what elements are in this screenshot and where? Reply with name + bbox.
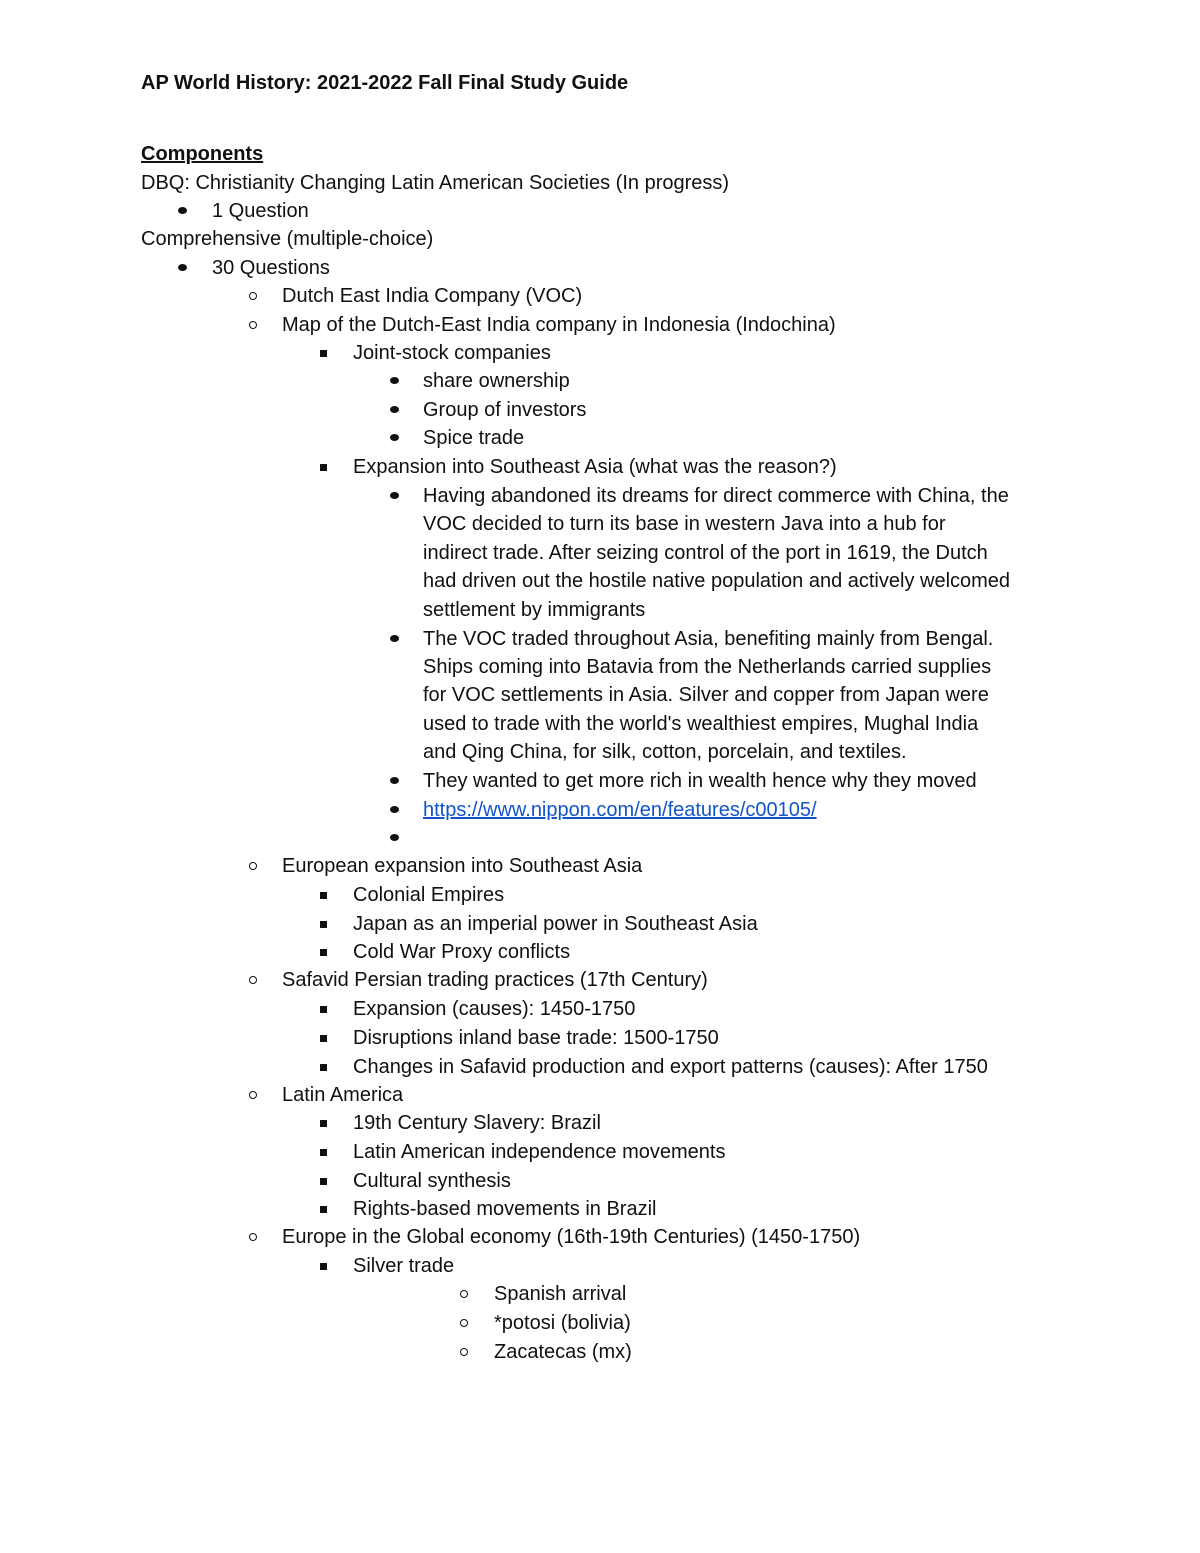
- list-item: [0, 1280, 1200, 1308]
- list-item: [0, 881, 1200, 909]
- list-item: [0, 282, 1200, 310]
- list-item-text: Zacatecas (mx): [494, 1341, 632, 1363]
- paragraph-line: settlement by immigrants: [423, 599, 646, 621]
- list-item-text: European expansion into Southeast Asia: [282, 855, 643, 877]
- paragraph-line: used to trade with the world's wealthiest empires, Mughal India: [423, 713, 979, 735]
- list-item-text: Silver trade: [353, 1255, 455, 1277]
- paragraph-line: for VOC settlements in Asia. Silver and copper from Japan were: [423, 684, 989, 706]
- list-item-text: Japan as an imperial power in Southeast Asia: [353, 913, 758, 935]
- list-item-text: 30 Questions: [212, 257, 330, 279]
- list-item: [0, 995, 1200, 1023]
- list-item-text: Joint-stock companies: [353, 342, 551, 364]
- list-item-text: Cultural synthesis: [353, 1170, 511, 1192]
- list-item: [0, 1024, 1200, 1052]
- list-item: [0, 1138, 1200, 1166]
- list-item: [0, 1081, 1200, 1109]
- list-item: [0, 1309, 1200, 1337]
- reference-link[interactable]: https://www.nippon.com/en/features/c00105/: [423, 799, 817, 821]
- list-item: [0, 367, 1200, 395]
- list-item-text: They wanted to get more rich in wealth hence why they moved: [423, 770, 977, 792]
- paragraph-line: Ships coming into Batavia from the Netherlands carried supplies: [423, 656, 992, 678]
- list-item-text: Rights-based movements in Brazil: [353, 1198, 657, 1220]
- list-item: [0, 1223, 1200, 1251]
- paragraph-line: The VOC traded throughout Asia, benefiting mainly from Bengal.: [423, 628, 994, 650]
- list-item-text: 1 Question: [212, 200, 309, 222]
- list-item-text: Latin American independence movements: [353, 1141, 726, 1163]
- list-item: [0, 1167, 1200, 1195]
- list-item-text: Expansion into Southeast Asia (what was the reason?): [353, 456, 837, 478]
- list-item: [0, 1338, 1200, 1366]
- list-item: [0, 197, 1200, 225]
- document-title: AP World History: 2021-2022 Fall Final Study Guide: [141, 72, 629, 94]
- paragraph-line: VOC decided to turn its base in western Java into a hub for: [423, 513, 946, 535]
- list-item-text: Changes in Safavid production and export patterns (causes): After 1750: [353, 1056, 988, 1078]
- list-item: [0, 852, 1200, 880]
- list-item: [0, 1109, 1200, 1137]
- paragraph-line: Having abandoned its dreams for direct commerce with China, the: [423, 485, 1009, 507]
- comprehensive-label: Comprehensive (multiple-choice): [141, 228, 434, 250]
- list-item: [0, 910, 1200, 938]
- list-item: [0, 482, 1200, 510]
- list-item: [0, 767, 1200, 795]
- paragraph-line: and Qing China, for silk, cotton, porcelain, and textiles.: [423, 741, 907, 763]
- list-item-text: Disruptions inland base trade: 1500-1750: [353, 1027, 719, 1049]
- dbq-line: [0, 169, 1200, 197]
- list-item: [0, 453, 1200, 481]
- list-item-text: Map of the Dutch-East India company in Indonesia (Indochina): [282, 314, 836, 336]
- list-item: [0, 1053, 1200, 1081]
- list-item-text: Cold War Proxy conflicts: [353, 941, 571, 963]
- list-item-text: *potosi (bolivia): [494, 1312, 631, 1334]
- list-item: [0, 625, 1200, 653]
- list-item-text: Group of investors: [423, 399, 587, 421]
- list-item: [0, 1252, 1200, 1280]
- list-item-text: Europe in the Global economy (16th-19th Centuries) (1450-1750): [282, 1226, 861, 1248]
- dbq-label: DBQ: Christianity Changing Latin American Societies (In progress): [141, 172, 730, 194]
- list-item: [0, 424, 1200, 452]
- list-item-text: Safavid Persian trading practices (17th Century): [282, 969, 708, 991]
- section-heading-components: Components: [141, 143, 264, 165]
- list-item-text: Latin America: [282, 1084, 404, 1106]
- list-item: [0, 1195, 1200, 1223]
- list-item: [0, 311, 1200, 339]
- list-item-text: Expansion (causes): 1450-1750: [353, 998, 636, 1020]
- paragraph-line: had driven out the hostile native population and actively welcomed: [423, 570, 1011, 592]
- list-item-text: Dutch East India Company (VOC): [282, 285, 583, 307]
- list-item: [0, 796, 1200, 824]
- list-item: [0, 339, 1200, 367]
- list-item: [0, 966, 1200, 994]
- comprehensive-line: [0, 225, 1200, 253]
- list-item: [0, 396, 1200, 424]
- list-item-text: Colonial Empires: [353, 884, 505, 906]
- list-item-text: Spice trade: [423, 427, 525, 449]
- list-item-empty: [0, 824, 1200, 852]
- list-item-text: Spanish arrival: [494, 1283, 627, 1305]
- list-item-text: share ownership: [423, 370, 570, 392]
- list-item: [0, 938, 1200, 966]
- paragraph-line: indirect trade. After seizing control of the port in 1619, the Dutch: [423, 542, 988, 564]
- list-item: [0, 254, 1200, 282]
- list-item-text: 19th Century Slavery: Brazil: [353, 1112, 601, 1134]
